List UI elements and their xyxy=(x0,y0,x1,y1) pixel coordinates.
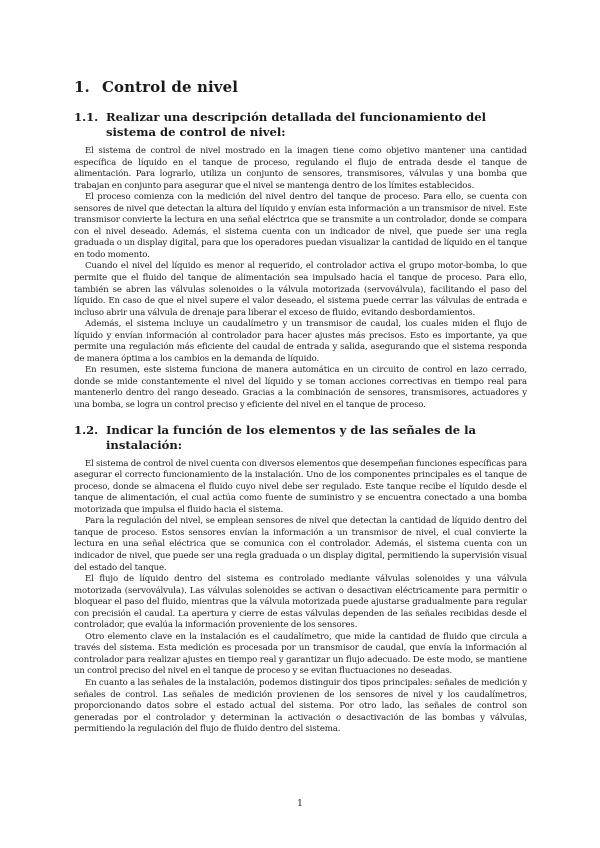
paragraph: Para la regulación del nivel, se emplean sensores de nivel que detectan la cantidad de líquido dentro del tanque de proceso. Estos sensores envían la información a un transmisor de nivel, el cual convierte la lectura en una señal eléctrica que se comunica con el controlador. Además, el sistema cuenta con un indicador de nivel, que puede ser una regla graduada o un display digital, permitiendo la supervisión visual del estado del tanque. xyxy=(74,516,527,573)
subsection-heading-2 xyxy=(74,423,527,453)
subsection-number: 1.1. xyxy=(74,110,99,124)
paragraph: Otro elemento clave en la instalación es el caudalímetro, que mide la cantidad de fluido que circula a través del sistema. Esta medición es procesada por un transmisor de caudal, que envía la información al controlador para realizar ajustes en tiempo real y garantizar un flujo adecuado. De este modo, se mantiene un control preciso del nivel en el tanque de proceso y se evitan fluctuaciones no deseadas. xyxy=(74,631,527,677)
page-number: 1 xyxy=(297,799,303,809)
section-heading xyxy=(74,78,527,96)
page-content xyxy=(74,78,527,736)
paragraph: En cuanto a las señales de la instalación, podemos distinguir dos tipos principales: señales de medición y señales de control. Las señales de medición provienen de los sensores de nivel y los caudalímetros, proporcionando datos sobre el estado actual del sistema. Por otro lado, las señales de control son generadas por el controlador y determinan la activación o desactivación de las bombas y válvulas, permitiendo la regulación del flujo de fluido dentro del sistema. xyxy=(74,677,527,735)
paragraph: Cuando el nivel del líquido es menor al requerido, el controlador activa el grupo motor-bomba, lo que permite que el fluido del tanque de alimentación sea impulsado hacia el tanque de proceso. Para ello, también se abren las válvulas solenoides o la válvula motorizada (servoválvula), facilitando el paso del líquido. En caso de que el nivel supere el valor deseado, el sistema puede cerrar las válvulas de entrada e incluso abrir una válvula de drenaje para liberar el exceso de fluido, evitando desbordamientos. xyxy=(74,261,527,318)
section-number: 1. xyxy=(74,78,90,96)
paragraph: En resumen, este sistema funciona de manera automática en un circuito de control en lazo cerrado, donde se mide constantemente el nivel del líquido y se toman acciones correctivas en tiempo real para mantenerlo dentro del rango deseado. Gracias a la combinación de sensores, transmisores, actuadores y una bomba, se logra un control preciso y eficiente del nivel en el tanque de proceso. xyxy=(74,365,527,411)
subsection-heading-1 xyxy=(74,110,527,140)
paragraph: Además, el sistema incluye un caudalímetro y un transmisor de caudal, los cuales miden el flujo de líquido y envían información al controlador para hacer ajustes más precisos. Esto es importante, ya que permite una regulación más eficiente del caudal de entrada y salida, asegurando que el sistema responda de manera óptima a los cambios en la demanda de líquido. xyxy=(74,319,527,364)
section-title: Control de nivel xyxy=(102,78,239,96)
section-spacer xyxy=(74,412,527,423)
subsection-title: Indicar la función de los elementos y de las señales de la instalación: xyxy=(106,422,477,452)
subsection-number: 1.2. xyxy=(74,422,99,437)
paragraph: El flujo de líquido dentro del sistema es controlado mediante válvulas solenoides y una válvula motorizada (servoválvula). Las válvulas solenoides se activan o desactivan eléctricamente para permitir o bloquear el paso del fluido, mientras que la válvula motorizada puede ajustarse gradualmente para regular con precisión el caudal. La apertura y cierre de estas válvulas dependen de las señales recibidas desde el controlador, que evalúa la información proveniente de los sensores. xyxy=(74,574,527,631)
paragraph: El sistema de control de nivel cuenta con diversos elementos que desempeñan funciones específicas para asegurar el correcto funcionamiento de la instalación. Uno de los componentes principales es el tanque de proceso, donde se almacena el fluido cuyo nivel debe ser regulado. Este tanque recibe el líquido desde el tanque de alimentación, el cual actúa como fuente de suministro y se encuentra conectado a una bomba motorizada que impulsa el fluido hacia el sistema. xyxy=(74,458,527,515)
paragraph: El proceso comienza con la medición del nivel dentro del tanque de proceso. Para ello, se cuenta con sensores de nivel que detectan la altura del líquido y envían esta información a un transmisor de nivel. Este transmisor convierte la lectura en una señal eléctrica que se transmite a un controlador, donde se compara con el nivel deseado. Además, el sistema cuenta con un indicador de nivel, que puede ser una regla graduada o un display digital, para que los operadores puedan visualizar la cantidad de líquido en el tanque en todo momento. xyxy=(74,192,527,260)
subsection-title: Realizar una descripción detallada del funcionamiento del sistema de control de nivel: xyxy=(106,110,487,139)
paragraph: El sistema de control de nivel mostrado en la imagen tiene como objetivo mantener una cantidad específica de líquido en el tanque de proceso, regulando el flujo de entrada desde el tanque de alimentación. Para lograrlo, utiliza un conjunto de sensores, transmisores, válvulas y una bomba que trabajan en conjunto para asegurar que el nivel se mantenga dentro de los límites establecidos. xyxy=(74,146,527,191)
